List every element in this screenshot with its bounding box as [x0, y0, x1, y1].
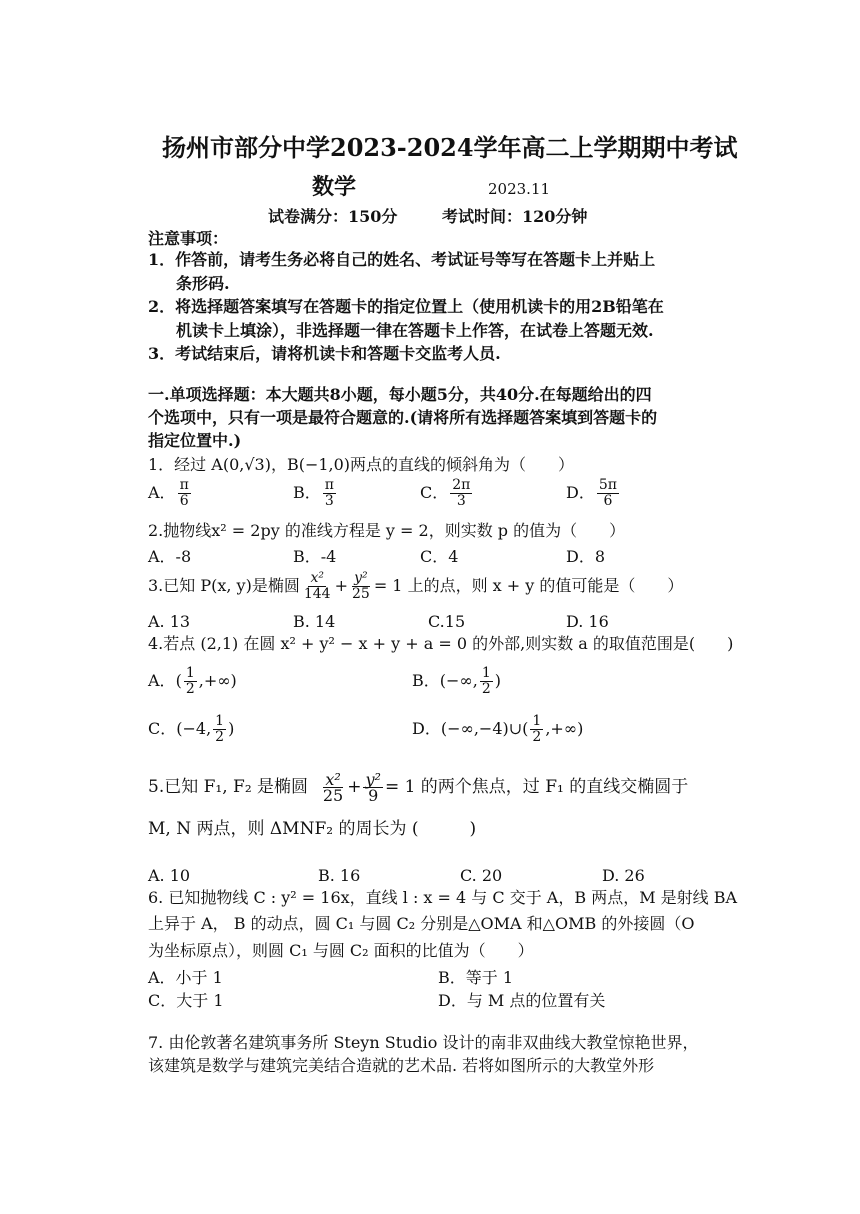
q4-option-c: C．(−4, $\frac{1}{2}$ ): [148, 713, 235, 745]
notice-item-2: 2．将选择题答案填写在答题卡的指定位置上（使用机读卡的用2B铅笔在: [148, 297, 664, 316]
q2-option-d: D．8: [566, 547, 606, 566]
q1-option-d: D． $\frac{5\pi}{6}$: [566, 477, 617, 509]
notice-item-2-cont: 机读卡上填涂），非选择题一律在答题卡上作答，在试卷上答题无效.: [176, 321, 654, 340]
q6-option-a: A．小于 1: [148, 968, 223, 987]
q1-option-a: A． $\frac{\pi}{6}$: [148, 477, 189, 509]
fraction: $\frac{1}{2}$: [185, 665, 195, 697]
section-1-line-1: 一.单项选择题：本大题共8小题，每小题5分，共40分.在每题给出的四: [148, 385, 652, 404]
q6-option-c: C．大于 1: [148, 991, 224, 1010]
question-6-cont-1: 上异于 A， B 的动点，圆 C₁ 与圆 C₂ 分别是△OMA 和△OMB 的外接圆（O: [148, 914, 695, 933]
fraction: $\frac{2\pi}{3}$: [452, 477, 471, 509]
notice-item-1: 1．作答前，请考生务必将自己的姓名、考试证号等写在答题卡上并贴上: [148, 250, 656, 269]
question-6: 6. 已知抛物线 C : y² = 16x，直线 l : x = 4 与 C 交于 A，B 两点，M 是射线 BA: [148, 888, 738, 907]
q3-option-c: C.15: [428, 612, 466, 631]
fraction: $\frac{\pi}{6}$: [179, 477, 189, 509]
question-7: 7. 由伦敦著名建筑事务所 Steyn Studio 设计的南非双曲线大教堂惊艳世界，: [148, 1033, 699, 1052]
q1-option-b: B． $\frac{\pi}{3}$: [293, 477, 334, 509]
q6-option-b: B．等于 1: [438, 968, 514, 987]
question-7-cont: 该建筑是数学与建筑完美结合造就的艺术品. 若将如图所示的大教堂外形: [148, 1056, 655, 1075]
fraction: $\frac{\text{x²}}{144}$: [303, 570, 331, 602]
question-5-cont: M, N 两点，则 ΔMNF₂ 的周长为 ( ): [148, 819, 477, 839]
fraction: $\frac{1}{2}$: [532, 713, 542, 745]
notice-item-1-cont: 条形码.: [176, 274, 230, 293]
section-1-line-2: 个选项中，只有一项是最符合题意的.(请将所有选择题答案填到答题卡的: [148, 408, 658, 427]
q1-option-c: C． $\frac{2\pi}{3}$: [420, 477, 471, 509]
q5-option-d: D. 26: [602, 866, 645, 885]
fraction: $\frac{\text{y²}}{25}$: [351, 570, 370, 602]
question-3: 3.已知 P(x, y)是椭圆 $\frac{\text{x²}}{144}$ + $\frac{\text{y²}}{25}$ = 1 上的点，则 x + y 的值可能是（ ）: [148, 570, 684, 602]
q2-option-b: B．-4: [293, 547, 337, 566]
question-1: 1．经过 A(0,√3)，B(−1,0)两点的直线的倾斜角为（ ）: [148, 455, 575, 474]
fraction: $\frac{1}{2}$: [481, 665, 491, 697]
exam-title: 扬州市部分中学2023-2024学年高二上学期期中考试: [162, 133, 738, 162]
q5-option-c: C. 20: [460, 866, 503, 885]
q5-option-b: B. 16: [318, 866, 361, 885]
fraction: $\frac{5\pi}{6}$: [598, 477, 617, 509]
subject-label: 数学: [312, 174, 357, 200]
question-5: 5.已知 F₁, F₂ 是椭圆 $\frac{\text{x²}}{25}$ + $\frac{\text{y²}}{9}$ = 1 的两个焦点，过 F₁ 的直线交椭圆于: [148, 770, 689, 805]
question-2: 2.抛物线x² = 2py 的准线方程是 y = 2，则实数 p 的值为（ ）: [148, 521, 626, 540]
q3-option-d: D. 16: [566, 612, 609, 631]
q4-option-a: A．( $\frac{1}{2}$ ,+∞): [148, 665, 237, 697]
question-4: 4.若点 (2,1) 在圆 x² + y² − x + y + a = 0 的外部,则实数 a 的取值范围是( ): [148, 634, 734, 653]
q4-option-d: D．(−∞,−4)∪( $\frac{1}{2}$ ,+∞): [412, 713, 584, 745]
section-1-line-3: 指定位置中.): [148, 431, 242, 450]
fraction: $\frac{\text{y²}}{9}$: [365, 770, 381, 805]
q5-option-a: A. 10: [148, 866, 191, 885]
fraction: $\frac{\pi}{3}$: [324, 477, 334, 509]
exam-time: 考试时间：120分钟: [442, 207, 588, 226]
fraction: $\frac{\text{x²}}{25}$: [322, 770, 344, 805]
q3-option-b: B. 14: [293, 612, 336, 631]
notice-heading: 注意事项：: [148, 229, 229, 248]
q3-option-a: A. 13: [148, 612, 191, 631]
fraction: $\frac{1}{2}$: [215, 713, 225, 745]
q2-option-a: A．-8: [148, 547, 192, 566]
notice-item-3: 3．考试结束后，请将机读卡和答题卡交监考人员.: [148, 344, 501, 363]
full-score: 试卷满分：150分: [268, 207, 398, 226]
exam-date: 2023.11: [488, 180, 551, 198]
q2-option-c: C．4: [420, 547, 459, 566]
q4-option-b: B．(−∞, $\frac{1}{2}$ ): [412, 665, 501, 697]
question-6-cont-2: 为坐标原点），则圆 C₁ 与圆 C₂ 面积的比值为（ ）: [148, 941, 534, 960]
q6-option-d: D．与 M 点的位置有关: [438, 991, 606, 1010]
